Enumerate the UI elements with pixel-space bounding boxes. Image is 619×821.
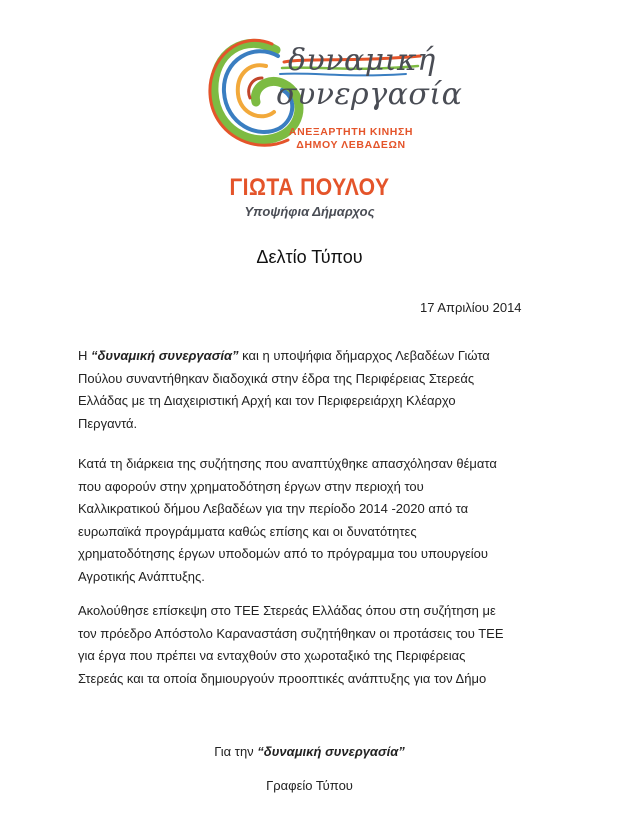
candidate-role: Υποψήφια Δήμαρχος [244, 204, 375, 219]
paragraph-2 [78, 453, 548, 588]
paragraph-2-line-2: που αφορούν στην χρηματοδότηση έργων στην περιοχή του [78, 478, 424, 494]
movement-line-1: ΑΝΕΞΑΡΤΗΤΗ ΚΙΝΗΣΗ [288, 126, 414, 138]
press-office: Γραφείο Τύπου [266, 778, 353, 793]
paragraph-2-line-3: Καλλικρατικού δήμου Λεβαδέων για την περίοδο 2014 -2020 από τα [78, 501, 469, 516]
movement-line-2: ΔΗΜΟΥ ΛΕΒΑΔΕΩΝ [296, 139, 406, 151]
paragraph-2-line-1: Κατά τη διάρκεια της συζήτησης που αναπτύχθηκε απασχόλησαν θέματα [78, 456, 497, 471]
campaign-logo [206, 22, 463, 157]
signature-prefix: Για την [214, 744, 258, 759]
brand-name-line-1: δυναμική [288, 43, 436, 78]
paragraph-1 [78, 345, 548, 435]
paragraph-2-line-6: Αγροτικής Ανάπτυξης. [78, 568, 205, 584]
paragraph-3-line-2: τον πρόεδρο Απόστολο Καραναστάση συζητήθηκαν οι προτάσεις του ΤΕΕ [78, 625, 504, 641]
movement-name [278, 126, 424, 152]
paragraph-1-line-2: Πούλου συναντήθηκαν διαδοχικά στην έδρα της Περιφέρειας Στερεάς [78, 370, 475, 386]
paragraph-1-line-1-rest: και η υποψήφια δήμαρχος Λεβαδέων Γιώτα [238, 348, 490, 363]
paragraph-1-lead: Η [78, 348, 91, 363]
paragraph-2-line-4: ευρωπαϊκά προγράμματα καθώς επίσης και οι δυνατότητες [78, 523, 417, 539]
paragraph-1-line-4: Περγαντά. [78, 415, 138, 431]
paragraph-1-highlight: “δυναμική συνεργασία” [91, 348, 239, 363]
brand-name-line-2: συνεργασία [276, 77, 463, 112]
signature-line [0, 744, 619, 760]
paragraph-3-line-1: Ακολούθησε επίσκεψη στο ΤΕΕ Στερεάς Ελλάδας όπου στη συζήτηση με [78, 603, 496, 618]
candidate-name: ΓΙΩΤΑ ΠΟΥΛΟΥ [229, 174, 390, 201]
paragraph-3 [78, 600, 548, 690]
document-title: Δελτίο Τύπου [256, 247, 363, 267]
paragraph-1-line-3: Ελλάδας με τη Διαχειριστική Αρχή και τον Περιφερειάρχη Κλέαρχο [78, 393, 456, 408]
paragraph-2-line-5: χρηματοδότησης έργων υποδομών από το πρόγραμμα του υπουργείου [78, 546, 488, 561]
paragraph-1-line-1 [78, 345, 548, 368]
signature-highlight: “δυναμική συνεργασία” [257, 744, 405, 759]
paragraph-3-line-4: Στερεάς και τα οποία δημιουργούν προοπτικές ανάπτυξης για τον Δήμο [78, 670, 487, 686]
document-date: 17 Απριλίου 2014 [420, 300, 522, 315]
paragraph-3-line-3: για έργα που πρέπει να ενταχθούν στο χωροταξικό της Περιφέρειας [78, 648, 466, 663]
